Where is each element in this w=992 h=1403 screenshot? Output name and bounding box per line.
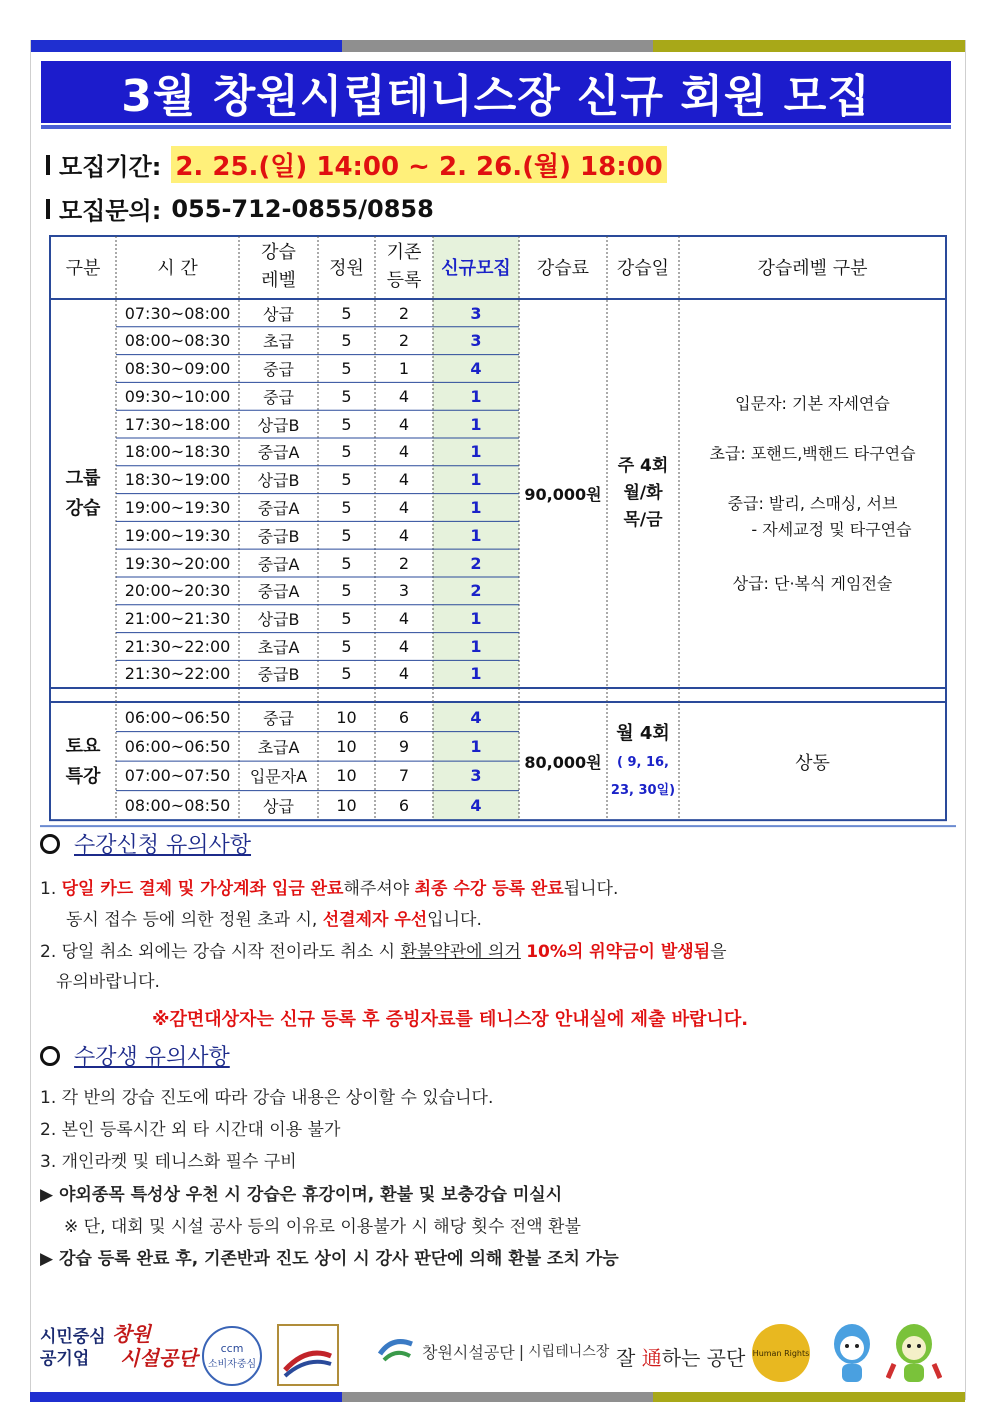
col-category: 구분 (50, 236, 116, 299)
inquiry-label: 모집문의: (59, 197, 162, 225)
capacity-cell: 10 (336, 707, 357, 727)
capacity-cell: 10 (336, 736, 357, 756)
recruit-period (46, 146, 667, 183)
time-cell: 07:30~08:00 (124, 303, 231, 323)
existing-cell: 4 (398, 636, 410, 656)
time-cell: 06:00~06:50 (124, 707, 231, 727)
notice2-item3: 3. 개인라켓 및 테니스화 필수 구비 (40, 1152, 297, 1172)
existing-cell: 6 (398, 707, 410, 727)
new-cell: 1 (433, 732, 519, 762)
period-label: 모집기간: (59, 153, 162, 181)
col-time: 시 간 (116, 236, 239, 299)
capacity-cell: 5 (341, 358, 352, 378)
new-cell: 4 (433, 702, 519, 732)
level-cell: 상급B (257, 415, 300, 435)
capacity-cell: 5 (341, 303, 352, 323)
level-cell: 초급A (257, 637, 300, 657)
existing-cell: 9 (398, 736, 410, 756)
human-rights-logo: Human Rights (752, 1324, 810, 1382)
time-cell: 21:00~21:30 (124, 609, 231, 629)
level-cell: 중급A (257, 554, 300, 574)
level-cell: 중급A (257, 582, 300, 602)
existing-cell: 3 (398, 581, 410, 601)
section-student-notes (40, 1040, 230, 1071)
title-underline (41, 125, 951, 129)
capacity-cell: 5 (341, 442, 352, 462)
existing-cell: 4 (398, 414, 410, 434)
level-cell: 상급B (257, 610, 300, 630)
schedule-table (50, 236, 946, 820)
capacity-cell: 5 (341, 664, 352, 684)
new-cell: 3 (433, 299, 519, 327)
time-cell: 21:30~22:00 (124, 664, 231, 684)
notice2-bullet1-sub: ※ 단, 대회 및 시설 공사 등의 이유로 이용불가 시 해당 횟수 전액 환불 (64, 1217, 581, 1237)
level-cell: 중급B (257, 665, 300, 685)
new-cell: 2 (433, 577, 519, 605)
new-cell: 4 (433, 355, 519, 383)
existing-cell: 2 (398, 553, 410, 573)
new-cell: 1 (433, 382, 519, 410)
col-fee: 강습료 (519, 236, 607, 299)
existing-cell: 4 (398, 470, 410, 490)
period-value: 2. 25.(일) 14:00 ~ 2. 26.(월) 18:00 (171, 146, 666, 183)
capacity-cell: 5 (341, 497, 352, 517)
existing-cell: 6 (398, 795, 410, 815)
time-cell: 19:00~19:30 (124, 525, 231, 545)
triangle-bullet-icon: ▶ (40, 1249, 54, 1269)
days-cell: 주 4회 월/화 목/금 (617, 456, 669, 531)
circle-bullet-icon (40, 834, 60, 854)
new-cell: 2 (433, 549, 519, 577)
fee-cell: 80,000원 (524, 753, 602, 773)
time-cell: 08:00~08:50 (124, 795, 231, 815)
time-cell: 08:30~09:00 (124, 358, 231, 378)
col-capacity: 정원 (318, 236, 375, 299)
notice2-item2: 2. 본인 등록시간 외 타 시간대 이용 불가 (40, 1120, 341, 1140)
time-cell: 21:30~22:00 (124, 636, 231, 656)
fee-cell: 90,000원 (524, 485, 602, 505)
time-cell: 09:30~10:00 (124, 386, 231, 406)
capacity-cell: 5 (341, 581, 352, 601)
new-cell: 1 (433, 633, 519, 661)
table-row (50, 702, 946, 732)
time-cell: 20:00~20:30 (124, 581, 231, 601)
new-cell: 1 (433, 494, 519, 522)
notice2-bullet1: ▶ 야외종목 특성상 우천 시 강습은 휴강이며, 환불 및 보충강습 미실시 (40, 1185, 563, 1205)
existing-cell: 4 (398, 664, 410, 684)
capacity-cell: 10 (336, 795, 357, 815)
footer-logos (30, 1320, 965, 1392)
time-cell: 19:30~20:00 (124, 553, 231, 573)
mascot-blue-icon (828, 1320, 876, 1392)
capacity-cell: 5 (341, 525, 352, 545)
level-cell: 중급A (257, 498, 300, 518)
new-cell: 4 (433, 791, 519, 821)
existing-cell: 4 (398, 386, 410, 406)
level-cell: 상급B (257, 471, 300, 491)
col-new: 신규모집 (433, 236, 519, 299)
new-cell: 3 (433, 761, 519, 791)
bullet-bar (46, 199, 50, 219)
capacity-cell: 5 (341, 331, 352, 351)
existing-cell: 4 (398, 525, 410, 545)
table-header (50, 236, 946, 299)
new-cell: 1 (433, 438, 519, 466)
notice2-item1: 1. 각 반의 강습 진도에 따라 강습 내용은 상이할 수 있습니다. (40, 1088, 494, 1108)
new-cell: 1 (433, 660, 519, 688)
bullet-bar (46, 155, 50, 175)
capacity-cell: 5 (341, 386, 352, 406)
time-cell: 18:30~19:00 (124, 470, 231, 490)
special-notice: ※감면대상자는 신규 등록 후 증빙자료를 테니스장 안내실에 제출 바랍니다. (152, 1009, 749, 1030)
notice2-bullet2: ▶ 강습 등록 완료 후, 기존반과 진도 상이 시 강사 판단에 의해 환불 조치 가능 (40, 1249, 619, 1269)
category-cell: 토요 특강 (65, 735, 101, 787)
capacity-cell: 5 (341, 636, 352, 656)
time-cell: 08:00~08:30 (124, 331, 231, 351)
level-cell: 상급 (263, 796, 294, 816)
section-title: 수강생 유의사항 (74, 1045, 230, 1070)
col-days: 강습일 (607, 236, 679, 299)
triangle-bullet-icon: ▶ (40, 1185, 54, 1205)
level-cell: 초급 (263, 332, 294, 352)
section-separator (50, 688, 946, 702)
title-banner (41, 61, 951, 123)
new-cell: 1 (433, 521, 519, 549)
days-cell: 월 4회 ( 9, 16, 23, 30일) (610, 722, 676, 798)
new-cell: 3 (433, 327, 519, 355)
time-cell: 19:00~19:30 (124, 497, 231, 517)
time-cell: 07:00~07:50 (124, 766, 231, 786)
capacity-cell: 5 (341, 553, 352, 573)
service-quality-certificate-icon (277, 1324, 339, 1386)
new-cell: 1 (433, 410, 519, 438)
existing-cell: 2 (398, 331, 410, 351)
table-row (50, 299, 946, 327)
circle-bullet-icon (40, 1046, 60, 1066)
level-cell: 중급 (263, 359, 294, 379)
existing-cell: 7 (398, 766, 410, 786)
level-cell: 입문자A (249, 767, 308, 787)
section-application-notes (40, 828, 251, 859)
level-cell: 중급B (257, 526, 300, 546)
time-cell: 18:00~18:30 (124, 442, 231, 462)
existing-cell: 4 (398, 442, 410, 462)
level-cell: 초급A (257, 737, 300, 757)
new-cell: 1 (433, 466, 519, 494)
bottom-stripe (30, 1392, 965, 1402)
col-level: 강습 레벨 (239, 236, 318, 299)
notice1-line2: 동시 접수 등에 의한 정원 초과 시, 선결제자 우선입니다. (66, 910, 482, 930)
recruit-inquiry (46, 191, 434, 226)
ccm-logo: ccm 소비자중심 (202, 1326, 262, 1386)
corporation-emblem-icon (376, 1334, 416, 1368)
section-title: 수강신청 유의사항 (74, 833, 252, 858)
capacity-cell: 5 (341, 470, 352, 490)
category-cell: 그룹 강습 (65, 467, 101, 519)
inquiry-phone: 055-712-0855/0858 (171, 194, 434, 223)
notice1-line1: 1. 당일 카드 결제 및 가상계좌 입금 완료해주셔야 최종 수강 등록 완료됩니다. (40, 879, 619, 899)
existing-cell: 4 (398, 609, 410, 629)
citizen-logo: 시민중심 공기업 (40, 1327, 106, 1369)
capacity-cell: 10 (336, 766, 357, 786)
notice1-line4: 유의바랍니다. (56, 972, 160, 992)
mascot-green-icon (886, 1320, 942, 1392)
capacity-cell: 5 (341, 609, 352, 629)
level-desc-cell: 상동 (795, 752, 830, 774)
new-cell: 1 (433, 605, 519, 633)
notice1-line3: 2. 당일 취소 외에는 강습 시작 전이라도 취소 시 환불약관에 의거 10%의 위약금이 발생됨을 (40, 942, 727, 962)
slogan: 잘 通하는 공단 (616, 1346, 746, 1370)
existing-cell: 2 (398, 303, 410, 323)
col-level-desc: 강습레벨 구분 (679, 236, 946, 299)
level-cell: 중급A (257, 443, 300, 463)
corporation-logo: 창원시설공단 | 시립테니스장 (376, 1334, 609, 1368)
level-desc-cell: 입문자: 기본 자세연습 초급: 포핸드,백핸드 타구연습 중급: 발리, 스매싱, 서브 - 자세교정 및 타구연습 상급: 단·복식 게임전술 (709, 393, 916, 593)
level-cell: 중급 (263, 387, 294, 407)
level-cell: 중급 (263, 708, 294, 728)
brand-logo: 창원 시설공단 (112, 1322, 198, 1370)
level-cell: 상급 (263, 304, 294, 324)
capacity-cell: 5 (341, 414, 352, 434)
time-cell: 06:00~06:50 (124, 736, 231, 756)
existing-cell: 4 (398, 497, 410, 517)
col-existing: 기존 등록 (375, 236, 433, 299)
existing-cell: 1 (398, 358, 410, 378)
page-title: 3월 창원시립테니스장 신규 회원 모집 (121, 71, 871, 122)
time-cell: 17:30~18:00 (124, 414, 231, 434)
